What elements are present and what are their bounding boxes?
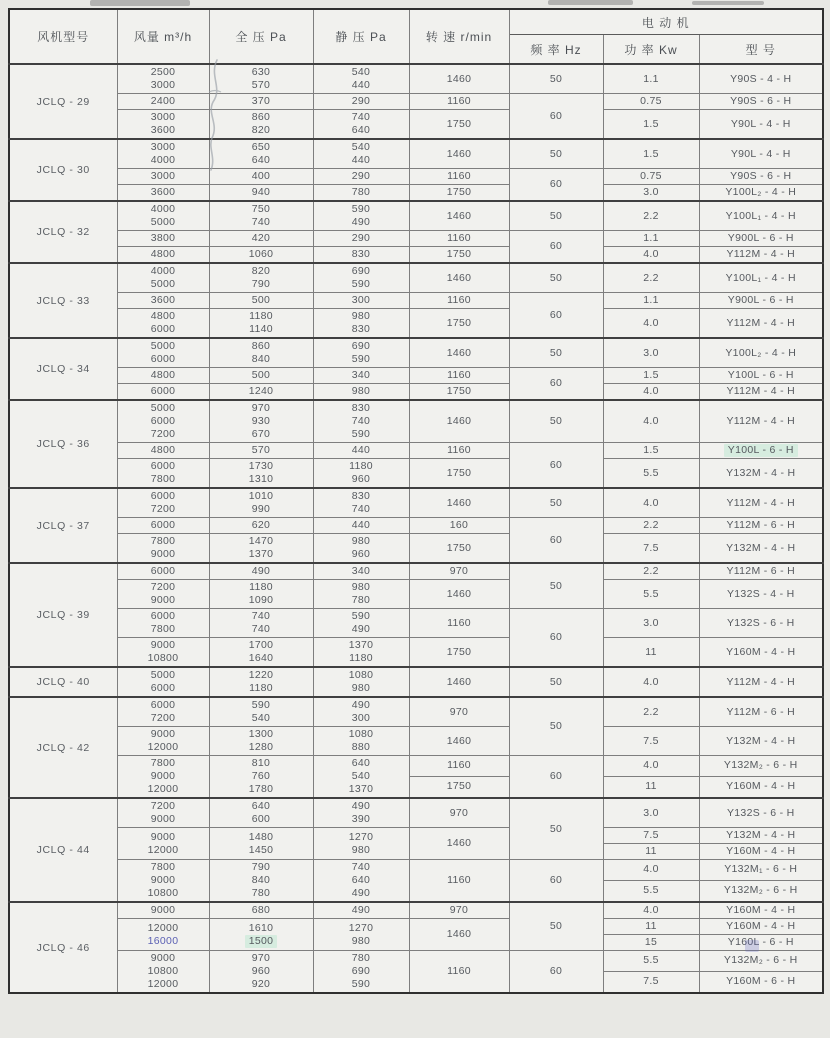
table-cell: 1010 990 — [209, 488, 313, 518]
table-cell: 4.0 — [603, 247, 699, 264]
table-cell: Y90S - 6 - H — [699, 94, 823, 110]
table-cell: 1470 1370 — [209, 534, 313, 564]
table-cell: 7.5 — [603, 971, 699, 993]
table-cell: Y160M - 6 - H — [699, 971, 823, 993]
table-cell: 3.0 — [603, 798, 699, 828]
table-cell: Y112M - 4 - H — [699, 247, 823, 264]
table-cell: 830 740 — [313, 488, 409, 518]
table-cell: 980 960 — [313, 534, 409, 564]
table-cell: Y112M - 4 - H — [699, 488, 823, 518]
table-cell: 1.5 — [603, 110, 699, 140]
table-cell: 590 490 — [313, 201, 409, 231]
header-fan-model: 风机型号 — [9, 9, 117, 64]
table-cell: 810 760 1780 — [209, 756, 313, 799]
table-cell: 2500 3000 — [117, 64, 209, 94]
table-cell: 5000 6000 7200 — [117, 400, 209, 443]
header-speed: 转 速 r/min — [409, 9, 509, 64]
table-cell: 5000 6000 — [117, 667, 209, 697]
table-cell: 370 — [209, 94, 313, 110]
header-power: 功 率 Kw — [603, 35, 699, 65]
fan-spec-table — [8, 8, 824, 994]
table-cell: 790 840 780 — [209, 860, 313, 903]
table-cell: Y132M₂ - 6 - H — [699, 880, 823, 902]
table-cell: 60 — [509, 169, 603, 202]
table-cell: 2.2 — [603, 263, 699, 293]
table-cell: 740 640 490 — [313, 860, 409, 903]
table-cell: 3600 — [117, 185, 209, 202]
fan-model-cell: JCLQ - 37 — [9, 488, 117, 563]
table-cell: 7.5 — [603, 727, 699, 756]
table-cell: 590 490 — [313, 609, 409, 638]
table-cell: Y900L - 6 - H — [699, 293, 823, 309]
table-cell: 490 — [209, 563, 313, 580]
table-cell: 11 — [603, 844, 699, 860]
table-cell: 1460 — [409, 727, 509, 756]
header-total-pressure: 全 压 Pa — [209, 9, 313, 64]
table-cell: 6000 — [117, 563, 209, 580]
table-cell: 60 — [509, 94, 603, 140]
table-cell: 980 780 — [313, 580, 409, 609]
fan-model-cell: JCLQ - 29 — [9, 64, 117, 139]
table-cell: 970 — [409, 902, 509, 919]
table-cell: 290 — [313, 231, 409, 247]
table-cell: 1080 880 — [313, 727, 409, 756]
table-cell: 7800 9000 10800 — [117, 860, 209, 903]
table-cell: Y160M - 4 - H — [699, 776, 823, 798]
table-cell: Y100L₁ - 4 - H — [699, 263, 823, 293]
table-cell: 3800 — [117, 231, 209, 247]
table-cell: Y132M - 4 - H — [699, 828, 823, 844]
table-cell: 970 960 920 — [209, 951, 313, 994]
table-cell: 440 — [313, 443, 409, 459]
table-cell: Y160M - 4 - H — [699, 638, 823, 668]
table-cell: 5.5 — [603, 580, 699, 609]
table-cell: 970 — [409, 697, 509, 727]
fan-model-cell: JCLQ - 39 — [9, 563, 117, 667]
table-cell: 1750 — [409, 110, 509, 140]
table-cell: 440 — [313, 518, 409, 534]
table-cell: Y112M - 4 - H — [699, 384, 823, 401]
table-cell: 6000 — [117, 518, 209, 534]
table-cell: 570 — [209, 443, 313, 459]
table-cell: 4800 — [117, 443, 209, 459]
ink-smudge-artifact — [745, 940, 759, 952]
table-cell: 300 — [313, 293, 409, 309]
table-cell: 11 — [603, 638, 699, 668]
table-cell: 4800 — [117, 247, 209, 264]
table-cell: 490 390 — [313, 798, 409, 828]
table-cell: 500 — [209, 293, 313, 309]
table-cell: 4.0 — [603, 488, 699, 518]
table-cell: 1160 — [409, 860, 509, 903]
table-cell: Y100L - 6 - H — [699, 368, 823, 384]
table-cell: 4.0 — [603, 400, 699, 443]
table-cell: 1220 1180 — [209, 667, 313, 697]
table-cell: 970 930 670 — [209, 400, 313, 443]
table-cell: Y132M₂ - 6 - H — [699, 951, 823, 972]
table-cell: Y900L - 6 - H — [699, 231, 823, 247]
table-cell: 3600 — [117, 293, 209, 309]
table-cell: 1160 — [409, 443, 509, 459]
table-cell: 0.75 — [603, 94, 699, 110]
table-cell: 4.0 — [603, 667, 699, 697]
table-cell: Y90S - 6 - H — [699, 169, 823, 185]
table-cell: 1700 1640 — [209, 638, 313, 668]
table-cell: 630 570 — [209, 64, 313, 94]
table-cell: 4.0 — [603, 384, 699, 401]
header-motor-model: 型 号 — [699, 35, 823, 65]
table-cell: Y132S - 4 - H — [699, 580, 823, 609]
table-cell: 1460 — [409, 667, 509, 697]
table-cell: 340 — [313, 368, 409, 384]
table-cell: 9000 10800 — [117, 638, 209, 668]
table-cell: 6000 7200 — [117, 697, 209, 727]
table-body — [9, 64, 823, 993]
table-cell: 60 — [509, 609, 603, 668]
table-cell: 11 — [603, 776, 699, 798]
table-cell: 4.0 — [603, 860, 699, 881]
scan-smudge — [548, 0, 633, 5]
table-cell: 50 — [509, 400, 603, 443]
table-cell: 1160 — [409, 94, 509, 110]
table-cell: 7.5 — [603, 534, 699, 564]
table-cell: 1460 — [409, 64, 509, 94]
table-cell: 1750 — [409, 459, 509, 489]
table-cell: 50 — [509, 667, 603, 697]
table-cell: Y160L - 6 - H — [699, 935, 823, 951]
table-cell: Y132M - 4 - H — [699, 459, 823, 489]
table-cell: 60 — [509, 518, 603, 564]
table-cell: 1180 1090 — [209, 580, 313, 609]
table-cell: 1.1 — [603, 293, 699, 309]
fan-model-cell: JCLQ - 30 — [9, 139, 117, 201]
table-cell: 1160 — [409, 368, 509, 384]
table-cell: 1180 1140 — [209, 309, 313, 339]
handwritten-mark — [203, 58, 229, 183]
table-cell: 3000 — [117, 169, 209, 185]
table-cell: 50 — [509, 64, 603, 94]
table-cell: 5000 6000 — [117, 338, 209, 368]
table-cell: 3.0 — [603, 338, 699, 368]
table-cell: Y112M - 4 - H — [699, 667, 823, 697]
table-cell: Y100L₂ - 4 - H — [699, 338, 823, 368]
table-cell: 780 — [313, 185, 409, 202]
table-cell: 60 — [509, 368, 603, 401]
header-air-volume: 风量 m³/h — [117, 9, 209, 64]
table-cell: 11 — [603, 919, 699, 935]
fan-model-cell: JCLQ - 40 — [9, 667, 117, 697]
table-cell: 7800 9000 12000 — [117, 756, 209, 799]
table-cell: 4.0 — [603, 902, 699, 919]
table-cell: 1460 — [409, 338, 509, 368]
table-cell: 60 — [509, 293, 603, 339]
table-cell: 15 — [603, 935, 699, 951]
table-cell: 50 — [509, 488, 603, 518]
table-cell: 1300 1280 — [209, 727, 313, 756]
table-cell: 9000 — [117, 902, 209, 919]
table-cell: Y132M₁ - 6 - H — [699, 860, 823, 881]
table-cell: 7200 9000 — [117, 580, 209, 609]
header-motor-group: 电 动 机 — [509, 9, 823, 35]
table-cell: 1270 980 — [313, 828, 409, 860]
table-cell: 820 790 — [209, 263, 313, 293]
table-cell: 1750 — [409, 309, 509, 339]
table-cell: 420 — [209, 231, 313, 247]
table-cell: 1750 — [409, 185, 509, 202]
fan-model-cell: JCLQ - 42 — [9, 697, 117, 798]
table-cell: 50 — [509, 798, 603, 860]
table-cell: 4000 5000 — [117, 201, 209, 231]
table-cell: Y112M - 6 - H — [699, 563, 823, 580]
table-cell: 1460 — [409, 488, 509, 518]
table-cell: 5.5 — [603, 951, 699, 972]
table-cell: 540 440 — [313, 139, 409, 169]
table-cell: 50 — [509, 338, 603, 368]
table-cell: 980 830 — [313, 309, 409, 339]
table-cell: 830 — [313, 247, 409, 264]
table-cell: 1.5 — [603, 443, 699, 459]
table-cell: 0.75 — [603, 169, 699, 185]
table-cell: 540 440 — [313, 64, 409, 94]
fan-model-cell: JCLQ - 33 — [9, 263, 117, 338]
table-cell: 2.2 — [603, 518, 699, 534]
table-cell: 740 740 — [209, 609, 313, 638]
table-cell: 780 690 590 — [313, 951, 409, 994]
table-cell: Y132S - 6 - H — [699, 798, 823, 828]
table-cell: 3.0 — [603, 185, 699, 202]
table-cell: 500 — [209, 368, 313, 384]
table-cell: Y90S - 4 - H — [699, 64, 823, 94]
table-cell: 1750 — [409, 534, 509, 564]
table-cell: 1750 — [409, 247, 509, 264]
fan-model-cell: JCLQ - 44 — [9, 798, 117, 902]
table-cell: Y112M - 6 - H — [699, 697, 823, 727]
table-cell: 50 — [509, 139, 603, 169]
table-cell: 1460 — [409, 139, 509, 169]
table-cell: Y132M₂ - 6 - H — [699, 756, 823, 777]
table-cell: 490 300 — [313, 697, 409, 727]
table-cell: Y132M - 4 - H — [699, 534, 823, 564]
table-cell: 3000 3600 — [117, 110, 209, 140]
table-cell: 1460 — [409, 828, 509, 860]
table-cell: 60 — [509, 443, 603, 489]
table-cell: 1460 — [409, 919, 509, 951]
table-cell: 9000 10800 12000 — [117, 951, 209, 994]
table-cell: 1460 — [409, 580, 509, 609]
table-cell: 1370 1180 — [313, 638, 409, 668]
table-cell: Y90L - 4 - H — [699, 139, 823, 169]
table-cell: 490 — [313, 902, 409, 919]
fan-model-cell: JCLQ - 46 — [9, 902, 117, 993]
table-cell: 740 640 — [313, 110, 409, 140]
table-cell: Y112M - 6 - H — [699, 518, 823, 534]
table-cell: 290 — [313, 94, 409, 110]
table-cell: 5.5 — [603, 459, 699, 489]
table-cell: 1160 — [409, 756, 509, 777]
table-cell: Y160M - 4 - H — [699, 902, 823, 919]
table-cell: Y112M - 4 - H — [699, 309, 823, 339]
header-static-pressure: 静 压 Pa — [313, 9, 409, 64]
table-cell: 980 — [313, 384, 409, 401]
table-cell: Y100L - 6 - H — [699, 443, 823, 459]
table-cell: 680 — [209, 902, 313, 919]
table-cell: 1270 980 — [313, 919, 409, 951]
table-cell: 940 — [209, 185, 313, 202]
table-cell: 7800 9000 — [117, 534, 209, 564]
table-cell: Y100L₂ - 4 - H — [699, 185, 823, 202]
table-cell: Y112M - 4 - H — [699, 400, 823, 443]
table-cell: 6000 7200 — [117, 488, 209, 518]
table-cell: 830 740 590 — [313, 400, 409, 443]
table-cell: 6000 7800 — [117, 609, 209, 638]
table-cell: 1.1 — [603, 64, 699, 94]
table-cell: 50 — [509, 902, 603, 951]
table-cell: Y132S - 6 - H — [699, 609, 823, 638]
table-cell: 1750 — [409, 776, 509, 798]
table-cell: 860 820 — [209, 110, 313, 140]
table-cell: 690 590 — [313, 263, 409, 293]
fan-model-cell: JCLQ - 36 — [9, 400, 117, 488]
table-cell: 50 — [509, 263, 603, 293]
table-cell: 690 590 — [313, 338, 409, 368]
table-cell: 1.1 — [603, 231, 699, 247]
table-cell: 1160 — [409, 609, 509, 638]
table-cell: 970 — [409, 563, 509, 580]
table-cell: 6000 — [117, 384, 209, 401]
table-cell: Y160M - 4 - H — [699, 919, 823, 935]
table-cell: 640 540 1370 — [313, 756, 409, 799]
table-cell: 60 — [509, 231, 603, 264]
table-cell: 1610 1500 — [209, 919, 313, 951]
table-cell: 1160 — [409, 231, 509, 247]
table-cell: 4000 5000 — [117, 263, 209, 293]
table-cell: 1080 980 — [313, 667, 409, 697]
scan-smudge — [692, 1, 764, 5]
table-header — [9, 9, 823, 64]
table-cell: 970 — [409, 798, 509, 828]
table-cell: Y160M - 4 - H — [699, 844, 823, 860]
table-cell: 1750 — [409, 638, 509, 668]
table-cell: 60 — [509, 951, 603, 994]
table-cell: 2400 — [117, 94, 209, 110]
table-cell: 1.5 — [603, 368, 699, 384]
table-cell: 7200 9000 — [117, 798, 209, 828]
table-cell: 9000 12000 — [117, 828, 209, 860]
table-cell: 4800 6000 — [117, 309, 209, 339]
table-cell: 9000 12000 — [117, 727, 209, 756]
table-cell: 1160 — [409, 951, 509, 994]
table-cell: 7.5 — [603, 828, 699, 844]
table-cell: 160 — [409, 518, 509, 534]
table-cell: 340 — [313, 563, 409, 580]
header-frequency: 频 率 Hz — [509, 35, 603, 65]
table-cell: 1480 1450 — [209, 828, 313, 860]
table-cell: 2.2 — [603, 563, 699, 580]
table-cell: 2.2 — [603, 697, 699, 727]
table-cell: 12000 16000 — [117, 919, 209, 951]
table-cell: 1730 1310 — [209, 459, 313, 489]
table-cell: 860 840 — [209, 338, 313, 368]
table-cell: 290 — [313, 169, 409, 185]
table-cell: 1460 — [409, 201, 509, 231]
table-cell: Y132M - 4 - H — [699, 727, 823, 756]
table-cell: 650 640 — [209, 139, 313, 169]
table-cell: Y100L₁ - 4 - H — [699, 201, 823, 231]
table-cell: 620 — [209, 518, 313, 534]
table-cell: 1.5 — [603, 139, 699, 169]
table-cell: 50 — [509, 201, 603, 231]
fan-model-cell: JCLQ - 34 — [9, 338, 117, 400]
table-cell: 4.0 — [603, 309, 699, 339]
table-cell: 400 — [209, 169, 313, 185]
table-cell: 60 — [509, 860, 603, 903]
table-cell: 590 540 — [209, 697, 313, 727]
table-cell: 6000 7800 — [117, 459, 209, 489]
table-cell: 1460 — [409, 400, 509, 443]
table-cell: 1460 — [409, 263, 509, 293]
table-cell: 750 740 — [209, 201, 313, 231]
table-cell: 1180 960 — [313, 459, 409, 489]
table-cell: 5.5 — [603, 880, 699, 902]
fan-model-cell: JCLQ - 32 — [9, 201, 117, 263]
scan-smudge — [90, 0, 190, 6]
table-cell: 1160 — [409, 169, 509, 185]
table-cell: 1160 — [409, 293, 509, 309]
table-cell: 640 600 — [209, 798, 313, 828]
table-cell: 2.2 — [603, 201, 699, 231]
table-cell: 1240 — [209, 384, 313, 401]
table-cell: 1060 — [209, 247, 313, 264]
table-cell: 50 — [509, 563, 603, 609]
table-cell: 60 — [509, 756, 603, 799]
table-cell: 4.0 — [603, 756, 699, 777]
table-cell: 50 — [509, 697, 603, 756]
table-cell: 4800 — [117, 368, 209, 384]
table-cell: 3000 4000 — [117, 139, 209, 169]
table-cell: 1750 — [409, 384, 509, 401]
table-cell: Y90L - 4 - H — [699, 110, 823, 140]
table-cell: 3.0 — [603, 609, 699, 638]
